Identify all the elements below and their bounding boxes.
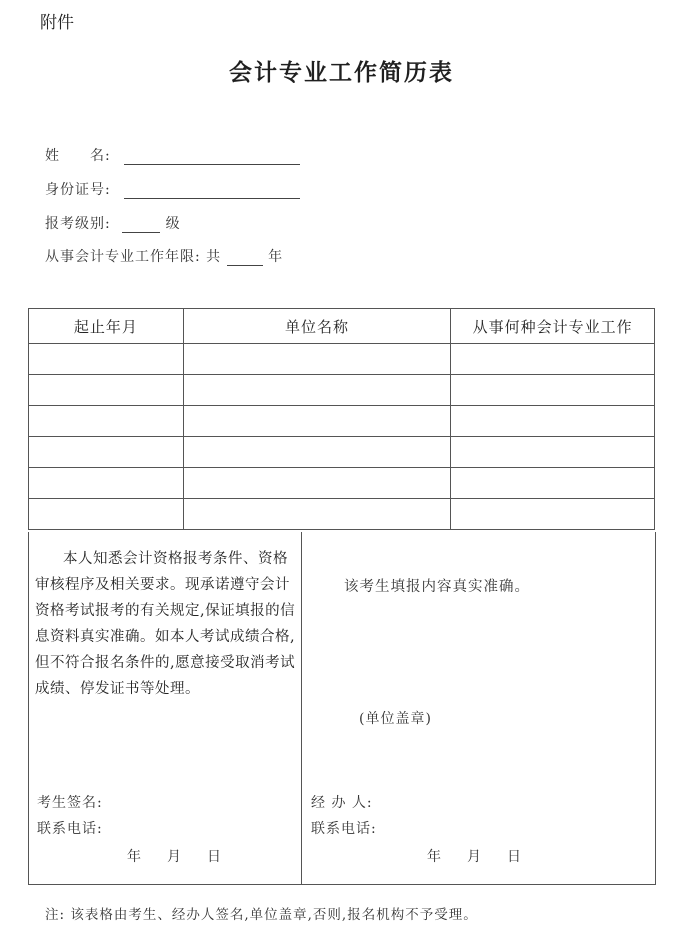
name-label: 姓 名: xyxy=(45,148,111,164)
id-label: 身份证号: xyxy=(45,182,111,198)
candidate-signature-label: 考生签名: xyxy=(37,795,103,811)
table-cell[interactable] xyxy=(29,468,184,499)
table-row xyxy=(29,406,655,437)
declaration-section xyxy=(28,532,656,885)
table-cell[interactable] xyxy=(29,437,184,468)
table-cell[interactable] xyxy=(29,344,184,375)
id-blank[interactable] xyxy=(124,183,300,199)
handler-label: 经 办 人: xyxy=(311,795,373,811)
table-cell[interactable] xyxy=(451,344,655,375)
table-cell[interactable] xyxy=(29,499,184,530)
table-cell[interactable] xyxy=(183,406,451,437)
unit-phone-label: 联系电话: xyxy=(311,821,377,837)
level-field-row xyxy=(45,213,181,233)
table-row xyxy=(29,468,655,499)
table-cell[interactable] xyxy=(183,499,451,530)
unit-confirmation: 该考生填报内容真实准确。 xyxy=(344,579,530,595)
candidate-declaration xyxy=(35,546,297,702)
unit-date-month: 月 xyxy=(467,849,482,865)
table-cell[interactable] xyxy=(451,468,655,499)
years-field-row xyxy=(45,246,283,266)
level-suffix: 级 xyxy=(165,216,181,232)
years-blank[interactable] xyxy=(227,250,263,266)
name-field-row xyxy=(45,145,300,165)
table-header-row xyxy=(29,309,655,344)
header-work-type: 从事何种会计专业工作 xyxy=(451,309,655,344)
section-divider xyxy=(301,532,302,884)
table-cell[interactable] xyxy=(183,437,451,468)
unit-date-year: 年 xyxy=(427,849,442,865)
years-label: 从事会计专业工作年限: 共 xyxy=(45,249,222,265)
candidate-date-year: 年 xyxy=(127,849,142,865)
candidate-phone-label: 联系电话: xyxy=(37,821,103,837)
declaration-text: 本人知悉会计资格报考条件、资格审核程序及相关要求。现承诺遵守会计资格考试报考的有关规定,保证填报的信息资料真实准确。如本人考试成绩合格,但不符合报名条件的,愿意接受取消考试成绩、停发证书等处理。 xyxy=(35,551,296,697)
candidate-date-day: 日 xyxy=(207,849,222,865)
form-title: 会计专业工作简历表 xyxy=(229,59,454,86)
header-employer: 单位名称 xyxy=(183,309,451,344)
candidate-date-month: 月 xyxy=(167,849,182,865)
level-blank[interactable] xyxy=(122,217,160,233)
table-cell[interactable] xyxy=(451,437,655,468)
unit-stamp-label: (单位盖章) xyxy=(359,711,432,727)
header-period: 起止年月 xyxy=(29,309,184,344)
table-cell[interactable] xyxy=(451,375,655,406)
table-cell[interactable] xyxy=(183,344,451,375)
table-cell[interactable] xyxy=(451,406,655,437)
footer-note: 注: 该表格由考生、经办人签名,单位盖章,否则,报名机构不予受理。 xyxy=(45,907,478,923)
id-field-row xyxy=(45,179,300,199)
name-blank[interactable] xyxy=(124,149,300,165)
table-cell[interactable] xyxy=(451,499,655,530)
unit-date-day: 日 xyxy=(507,849,522,865)
table-cell[interactable] xyxy=(29,406,184,437)
attachment-label: 附件 xyxy=(40,13,74,33)
table-cell[interactable] xyxy=(183,375,451,406)
years-suffix: 年 xyxy=(268,249,284,265)
table-row xyxy=(29,499,655,530)
table-row xyxy=(29,344,655,375)
work-history-table xyxy=(28,308,655,530)
level-label: 报考级别: xyxy=(45,216,111,232)
table-cell[interactable] xyxy=(29,375,184,406)
table-row xyxy=(29,375,655,406)
table-row xyxy=(29,437,655,468)
table-cell[interactable] xyxy=(183,468,451,499)
